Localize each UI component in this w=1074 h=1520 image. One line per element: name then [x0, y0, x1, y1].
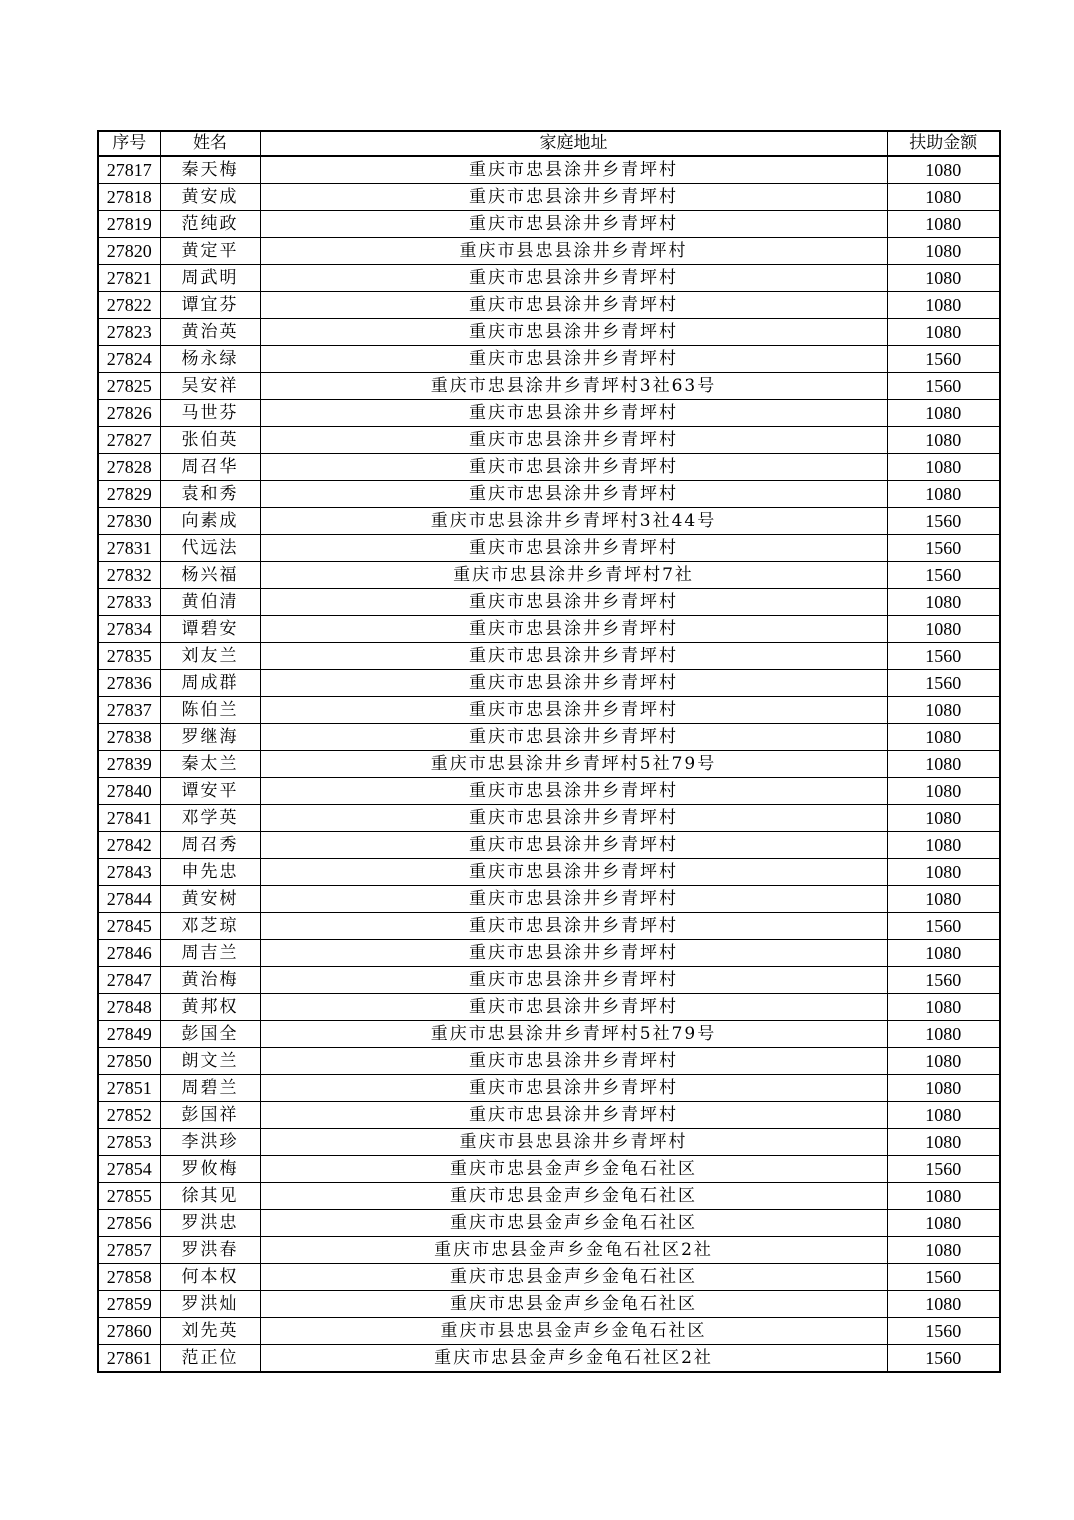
- cell-amount: 1080: [887, 1102, 1000, 1129]
- cell-amount: 1560: [887, 1318, 1000, 1345]
- cell-address: 重庆市忠县涂井乡青坪村3社44号: [260, 508, 887, 535]
- cell-amount: 1080: [887, 805, 1000, 832]
- cell-seq: 27849: [98, 1021, 160, 1048]
- cell-amount: 1560: [887, 508, 1000, 535]
- header-name: 姓名: [160, 131, 260, 156]
- table-row: [98, 562, 1000, 589]
- cell-amount: 1080: [887, 994, 1000, 1021]
- cell-name: 刘先英: [160, 1318, 260, 1345]
- cell-seq: 27848: [98, 994, 160, 1021]
- cell-amount: 1080: [887, 1021, 1000, 1048]
- cell-amount: 1080: [887, 1210, 1000, 1237]
- table-row: [98, 994, 1000, 1021]
- cell-address: 重庆市忠县涂井乡青坪村: [260, 454, 887, 481]
- cell-address: 重庆市忠县涂井乡青坪村: [260, 859, 887, 886]
- table-row: [98, 805, 1000, 832]
- table-row: [98, 265, 1000, 292]
- cell-amount: 1080: [887, 778, 1000, 805]
- cell-amount: 1080: [887, 832, 1000, 859]
- table-row: [98, 400, 1000, 427]
- table-row: [98, 238, 1000, 265]
- cell-address: 重庆市忠县涂井乡青坪村: [260, 697, 887, 724]
- cell-seq: 27836: [98, 670, 160, 697]
- cell-amount: 1080: [887, 1048, 1000, 1075]
- cell-seq: 27817: [98, 156, 160, 184]
- cell-amount: 1080: [887, 616, 1000, 643]
- cell-address: 重庆市忠县涂井乡青坪村: [260, 1102, 887, 1129]
- cell-name: 谭安平: [160, 778, 260, 805]
- cell-seq: 27851: [98, 1075, 160, 1102]
- cell-address: 重庆市忠县涂井乡青坪村: [260, 292, 887, 319]
- cell-address: 重庆市忠县涂井乡青坪村: [260, 481, 887, 508]
- cell-address: 重庆市忠县涂井乡青坪村: [260, 643, 887, 670]
- cell-seq: 27819: [98, 211, 160, 238]
- cell-seq: 27856: [98, 1210, 160, 1237]
- cell-seq: 27835: [98, 643, 160, 670]
- cell-address: 重庆市忠县涂井乡青坪村: [260, 724, 887, 751]
- cell-address: 重庆市忠县金声乡金龟石社区2社: [260, 1345, 887, 1373]
- cell-name: 申先忠: [160, 859, 260, 886]
- cell-name: 张伯英: [160, 427, 260, 454]
- table-row: [98, 1156, 1000, 1183]
- cell-amount: 1560: [887, 670, 1000, 697]
- cell-address: 重庆市忠县涂井乡青坪村: [260, 670, 887, 697]
- table-row: [98, 589, 1000, 616]
- table-row: [98, 832, 1000, 859]
- table-row: [98, 643, 1000, 670]
- cell-address: 重庆市忠县涂井乡青坪村: [260, 156, 887, 184]
- cell-seq: 27842: [98, 832, 160, 859]
- cell-amount: 1560: [887, 967, 1000, 994]
- cell-amount: 1080: [887, 184, 1000, 211]
- table-row: [98, 751, 1000, 778]
- cell-amount: 1080: [887, 454, 1000, 481]
- cell-name: 杨永绿: [160, 346, 260, 373]
- cell-address: 重庆市忠县金声乡金龟石社区: [260, 1264, 887, 1291]
- cell-seq: 27821: [98, 265, 160, 292]
- cell-name: 周召华: [160, 454, 260, 481]
- table-row: [98, 1264, 1000, 1291]
- cell-amount: 1080: [887, 481, 1000, 508]
- table-row: [98, 156, 1000, 184]
- cell-amount: 1560: [887, 535, 1000, 562]
- cell-name: 黄伯清: [160, 589, 260, 616]
- cell-seq: 27859: [98, 1291, 160, 1318]
- cell-name: 陈伯兰: [160, 697, 260, 724]
- cell-address: 重庆市忠县涂井乡青坪村: [260, 400, 887, 427]
- table-row: [98, 1183, 1000, 1210]
- cell-amount: 1080: [887, 859, 1000, 886]
- cell-amount: 1080: [887, 940, 1000, 967]
- cell-name: 杨兴福: [160, 562, 260, 589]
- table-row: [98, 1129, 1000, 1156]
- cell-address: 重庆市忠县涂井乡青坪村3社63号: [260, 373, 887, 400]
- cell-amount: 1560: [887, 643, 1000, 670]
- table-row: [98, 778, 1000, 805]
- cell-address: 重庆市忠县涂井乡青坪村: [260, 427, 887, 454]
- cell-amount: 1080: [887, 1237, 1000, 1264]
- table-row: [98, 859, 1000, 886]
- cell-address: 重庆市忠县涂井乡青坪村: [260, 805, 887, 832]
- cell-amount: 1080: [887, 265, 1000, 292]
- cell-name: 彭国祥: [160, 1102, 260, 1129]
- cell-name: 李洪珍: [160, 1129, 260, 1156]
- table-row: [98, 535, 1000, 562]
- cell-amount: 1560: [887, 913, 1000, 940]
- cell-name: 范正位: [160, 1345, 260, 1373]
- table-row: [98, 373, 1000, 400]
- cell-name: 黄治英: [160, 319, 260, 346]
- cell-seq: 27826: [98, 400, 160, 427]
- cell-amount: 1080: [887, 427, 1000, 454]
- cell-name: 罗攸梅: [160, 1156, 260, 1183]
- cell-name: 黄治梅: [160, 967, 260, 994]
- cell-seq: 27832: [98, 562, 160, 589]
- cell-address: 重庆市忠县金声乡金龟石社区: [260, 1183, 887, 1210]
- cell-amount: 1080: [887, 238, 1000, 265]
- table-row: [98, 616, 1000, 643]
- cell-name: 罗洪春: [160, 1237, 260, 1264]
- cell-address: 重庆市忠县金声乡金龟石社区: [260, 1291, 887, 1318]
- table-row: [98, 697, 1000, 724]
- cell-address: 重庆市忠县涂井乡青坪村: [260, 967, 887, 994]
- cell-amount: 1560: [887, 1345, 1000, 1373]
- cell-seq: 27820: [98, 238, 160, 265]
- cell-address: 重庆市县忠县涂井乡青坪村: [260, 1129, 887, 1156]
- cell-amount: 1080: [887, 400, 1000, 427]
- cell-address: 重庆市忠县涂井乡青坪村: [260, 778, 887, 805]
- cell-amount: 1080: [887, 886, 1000, 913]
- table-row: [98, 508, 1000, 535]
- cell-seq: 27825: [98, 373, 160, 400]
- cell-amount: 1080: [887, 319, 1000, 346]
- cell-name: 黄定平: [160, 238, 260, 265]
- cell-seq: 27844: [98, 886, 160, 913]
- cell-seq: 27846: [98, 940, 160, 967]
- cell-address: 重庆市忠县涂井乡青坪村: [260, 832, 887, 859]
- cell-seq: 27850: [98, 1048, 160, 1075]
- cell-address: 重庆市忠县涂井乡青坪村: [260, 616, 887, 643]
- table-row: [98, 1210, 1000, 1237]
- cell-address: 重庆市忠县涂井乡青坪村: [260, 994, 887, 1021]
- cell-name: 刘友兰: [160, 643, 260, 670]
- cell-seq: 27830: [98, 508, 160, 535]
- cell-amount: 1080: [887, 697, 1000, 724]
- cell-address: 重庆市县忠县涂井乡青坪村: [260, 238, 887, 265]
- cell-seq: 27855: [98, 1183, 160, 1210]
- subsidy-table: [97, 130, 1001, 1373]
- cell-address: 重庆市忠县涂井乡青坪村5社79号: [260, 1021, 887, 1048]
- cell-name: 袁和秀: [160, 481, 260, 508]
- cell-name: 范纯政: [160, 211, 260, 238]
- cell-seq: 27841: [98, 805, 160, 832]
- cell-seq: 27822: [98, 292, 160, 319]
- cell-name: 谭碧安: [160, 616, 260, 643]
- table-body: [98, 156, 1000, 1372]
- cell-name: 秦太兰: [160, 751, 260, 778]
- cell-address: 重庆市忠县涂井乡青坪村: [260, 913, 887, 940]
- cell-address: 重庆市忠县金声乡金龟石社区2社: [260, 1237, 887, 1264]
- cell-seq: 27824: [98, 346, 160, 373]
- cell-amount: 1080: [887, 292, 1000, 319]
- cell-seq: 27831: [98, 535, 160, 562]
- cell-seq: 27853: [98, 1129, 160, 1156]
- table-row: [98, 184, 1000, 211]
- cell-seq: 27829: [98, 481, 160, 508]
- table-row: [98, 319, 1000, 346]
- cell-amount: 1560: [887, 1264, 1000, 1291]
- cell-address: 重庆市忠县涂井乡青坪村: [260, 535, 887, 562]
- table-row: [98, 1021, 1000, 1048]
- cell-amount: 1080: [887, 751, 1000, 778]
- table-row: [98, 427, 1000, 454]
- table-row: [98, 886, 1000, 913]
- cell-name: 代远法: [160, 535, 260, 562]
- cell-seq: 27858: [98, 1264, 160, 1291]
- cell-seq: 27828: [98, 454, 160, 481]
- cell-amount: 1080: [887, 211, 1000, 238]
- table-row: [98, 1318, 1000, 1345]
- cell-name: 罗洪灿: [160, 1291, 260, 1318]
- cell-name: 周武明: [160, 265, 260, 292]
- cell-name: 谭宜芬: [160, 292, 260, 319]
- cell-seq: 27834: [98, 616, 160, 643]
- table-row: [98, 913, 1000, 940]
- table-row: [98, 1075, 1000, 1102]
- cell-name: 何本权: [160, 1264, 260, 1291]
- table-row: [98, 346, 1000, 373]
- cell-seq: 27833: [98, 589, 160, 616]
- cell-name: 吴安祥: [160, 373, 260, 400]
- cell-name: 彭国全: [160, 1021, 260, 1048]
- cell-name: 黄邦权: [160, 994, 260, 1021]
- cell-address: 重庆市忠县涂井乡青坪村: [260, 346, 887, 373]
- table-row: [98, 454, 1000, 481]
- cell-address: 重庆市忠县涂井乡青坪村: [260, 886, 887, 913]
- cell-amount: 1080: [887, 1075, 1000, 1102]
- cell-seq: 27861: [98, 1345, 160, 1373]
- table-row: [98, 292, 1000, 319]
- table-row: [98, 211, 1000, 238]
- cell-amount: 1560: [887, 346, 1000, 373]
- header-seq: 序号: [98, 131, 160, 156]
- cell-seq: 27852: [98, 1102, 160, 1129]
- cell-name: 罗继海: [160, 724, 260, 751]
- cell-name: 邓芝琼: [160, 913, 260, 940]
- cell-amount: 1560: [887, 562, 1000, 589]
- cell-seq: 27857: [98, 1237, 160, 1264]
- cell-address: 重庆市忠县涂井乡青坪村: [260, 211, 887, 238]
- cell-seq: 27847: [98, 967, 160, 994]
- cell-name: 徐其见: [160, 1183, 260, 1210]
- cell-name: 周碧兰: [160, 1075, 260, 1102]
- cell-name: 秦天梅: [160, 156, 260, 184]
- table-row: [98, 670, 1000, 697]
- table-row: [98, 1237, 1000, 1264]
- cell-name: 马世芬: [160, 400, 260, 427]
- header-amount: 扶助金额: [887, 131, 1000, 156]
- table-row: [98, 1048, 1000, 1075]
- cell-amount: 1080: [887, 1183, 1000, 1210]
- table-row: [98, 940, 1000, 967]
- cell-name: 黄安树: [160, 886, 260, 913]
- cell-seq: 27823: [98, 319, 160, 346]
- cell-seq: 27839: [98, 751, 160, 778]
- cell-name: 黄安成: [160, 184, 260, 211]
- cell-amount: 1080: [887, 1129, 1000, 1156]
- cell-seq: 27860: [98, 1318, 160, 1345]
- cell-name: 周召秀: [160, 832, 260, 859]
- cell-address: 重庆市忠县涂井乡青坪村: [260, 265, 887, 292]
- cell-address: 重庆市忠县金声乡金龟石社区: [260, 1210, 887, 1237]
- cell-address: 重庆市忠县涂井乡青坪村: [260, 589, 887, 616]
- cell-seq: 27837: [98, 697, 160, 724]
- table-row: [98, 1102, 1000, 1129]
- cell-address: 重庆市县忠县金声乡金龟石社区: [260, 1318, 887, 1345]
- cell-address: 重庆市忠县涂井乡青坪村: [260, 940, 887, 967]
- cell-amount: 1560: [887, 373, 1000, 400]
- table-row: [98, 967, 1000, 994]
- cell-amount: 1080: [887, 724, 1000, 751]
- table-header-row: [98, 131, 1000, 156]
- table-row: [98, 1345, 1000, 1373]
- cell-seq: 27843: [98, 859, 160, 886]
- cell-amount: 1080: [887, 156, 1000, 184]
- cell-amount: 1080: [887, 1291, 1000, 1318]
- cell-seq: 27845: [98, 913, 160, 940]
- cell-name: 周吉兰: [160, 940, 260, 967]
- cell-amount: 1080: [887, 589, 1000, 616]
- table-row: [98, 724, 1000, 751]
- cell-seq: 27827: [98, 427, 160, 454]
- cell-name: 周成群: [160, 670, 260, 697]
- cell-name: 向素成: [160, 508, 260, 535]
- table-row: [98, 481, 1000, 508]
- cell-address: 重庆市忠县涂井乡青坪村: [260, 319, 887, 346]
- cell-address: 重庆市忠县涂井乡青坪村: [260, 1075, 887, 1102]
- table-row: [98, 1291, 1000, 1318]
- cell-address: 重庆市忠县涂井乡青坪村7社: [260, 562, 887, 589]
- cell-address: 重庆市忠县涂井乡青坪村: [260, 1048, 887, 1075]
- cell-address: 重庆市忠县涂井乡青坪村: [260, 184, 887, 211]
- cell-name: 邓学英: [160, 805, 260, 832]
- cell-seq: 27854: [98, 1156, 160, 1183]
- cell-seq: 27840: [98, 778, 160, 805]
- cell-seq: 27818: [98, 184, 160, 211]
- cell-address: 重庆市忠县涂井乡青坪村5社79号: [260, 751, 887, 778]
- cell-name: 罗洪忠: [160, 1210, 260, 1237]
- cell-amount: 1560: [887, 1156, 1000, 1183]
- cell-seq: 27838: [98, 724, 160, 751]
- header-address: 家庭地址: [260, 131, 887, 156]
- cell-address: 重庆市忠县金声乡金龟石社区: [260, 1156, 887, 1183]
- cell-name: 朗文兰: [160, 1048, 260, 1075]
